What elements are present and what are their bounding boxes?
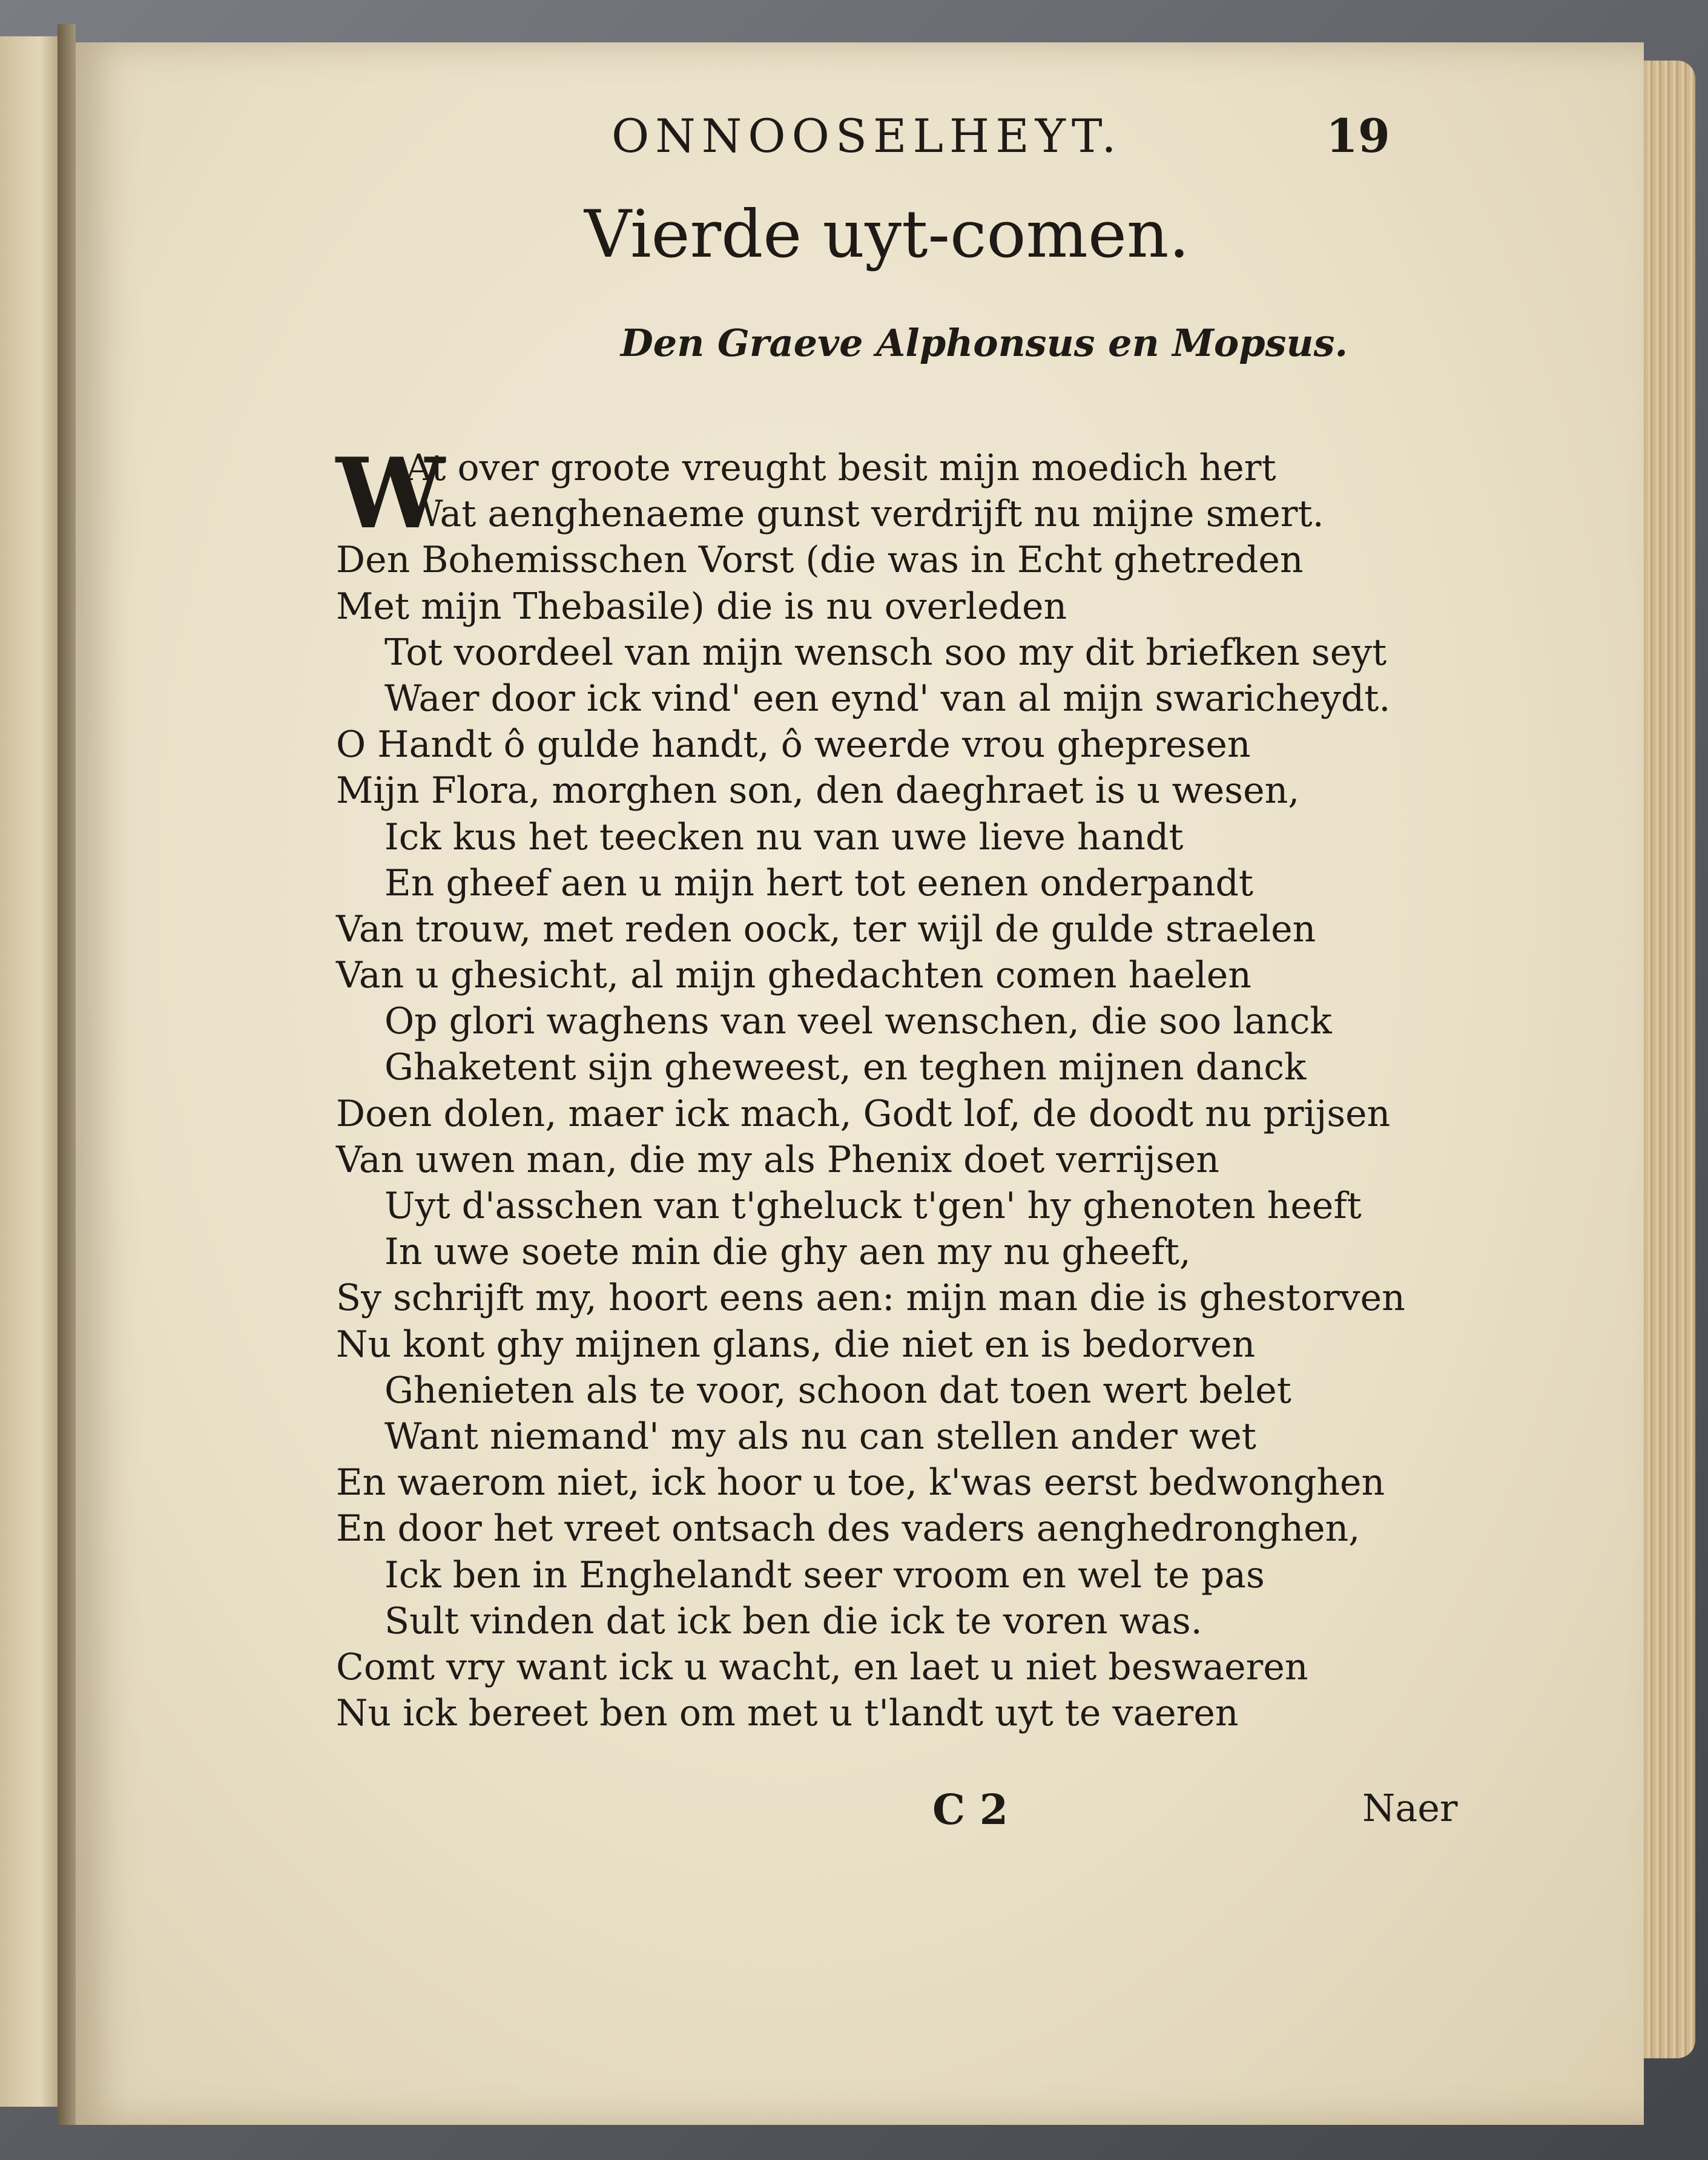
verse-line: Ick ben in Enghelandt seer vroom en wel te pas <box>384 1553 1265 1596</box>
verse-line: Nu ick bereet ben om met u t'landt uyt te vaeren <box>336 1692 1239 1735</box>
verse-line: Den Bohemisschen Vorst (die was in Echt ghetreden <box>336 539 1304 582</box>
verse-line: Mijn Flora, morghen son, den daeghraet is u wesen, <box>336 769 1300 812</box>
verse-line: Van u ghesicht, al mijn ghedachten comen haelen <box>336 954 1251 997</box>
verse-line: In uwe soete min die ghy aen my nu gheeft, <box>384 1231 1191 1274</box>
verse-line: Ghenieten als te voor, schoon dat toen wert belet <box>384 1369 1291 1412</box>
book-page <box>76 42 1644 2125</box>
book-gutter <box>58 24 76 2125</box>
verse-line: Uyt d'asschen van t'gheluck t'gen' hy ghenoten heeft <box>384 1185 1362 1227</box>
verse-line: En gheef aen u mijn hert tot eenen onderpandt <box>384 861 1253 904</box>
verse-line: Comt vry want ick u wacht, en laet u niet beswaeren <box>336 1645 1308 1688</box>
verse-line: Doen dolen, maer ick mach, Godt lof, de doodt nu prijsen <box>336 1092 1391 1135</box>
verse-line: Op glori waghens van veel wenschen, die soo lanck <box>384 1000 1332 1043</box>
verse-line: Nu kont ghy mijnen glans, die niet en is bedorven <box>336 1323 1256 1366</box>
verse-line: Van trouw, met reden oock, ter wijl de gulde straelen <box>336 907 1316 950</box>
verse-line: Wat aenghenaeme gunst verdrijft nu mijne smert. <box>406 493 1324 536</box>
speakers-heading: Den Graeve Alphonsus en Mopsus. <box>621 321 1348 365</box>
verse-line: En waerom niet, ick hoor u toe, k'was eerst bedwonghen <box>336 1461 1385 1504</box>
catchword: Naer <box>1362 1786 1458 1830</box>
running-head: ONNOOSELHEYT. <box>612 109 1123 163</box>
signature-mark: C 2 <box>932 1786 1009 1834</box>
verse-line: Sult vinden dat ick ben die ick te voren was. <box>384 1599 1202 1642</box>
verse-line: Sy schrijft my, hoort eens aen: mijn man die is ghestorven <box>336 1277 1405 1320</box>
verse-line: Van uwen man, die my als Phenix doet verrijsen <box>336 1138 1219 1181</box>
verse-line: En door het vreet ontsach des vaders aenghedronghen, <box>336 1507 1360 1550</box>
verse-block <box>336 436 1486 1736</box>
section-title: Vierde uyt-comen. <box>584 197 1190 272</box>
drop-cap: W <box>336 436 445 550</box>
verse-line: Want niemand' my als nu can stellen ander wet <box>384 1415 1256 1458</box>
verse-line: At over groote vreught besit mijn moedich hert <box>406 447 1276 489</box>
page-number: 19 <box>1326 109 1390 163</box>
verse-line: Tot voordeel van mijn wensch soo my dit briefken seyt <box>384 631 1387 674</box>
verse-line: Met mijn Thebasile) die is nu overleden <box>336 585 1067 628</box>
verse-line: Ick kus het teecken nu van uwe lieve handt <box>384 815 1184 858</box>
left-page-edge <box>0 36 60 2107</box>
verse-line: Ghaketent sijn gheweest, en teghen mijnen danck <box>384 1046 1307 1089</box>
verse-line: Waer door ick vind' een eynd' van al mijn swaricheydt. <box>384 677 1391 720</box>
page-text-block <box>257 42 1468 2125</box>
verse-line: O Handt ô gulde handt, ô weerde vrou ghepresen <box>336 723 1251 766</box>
